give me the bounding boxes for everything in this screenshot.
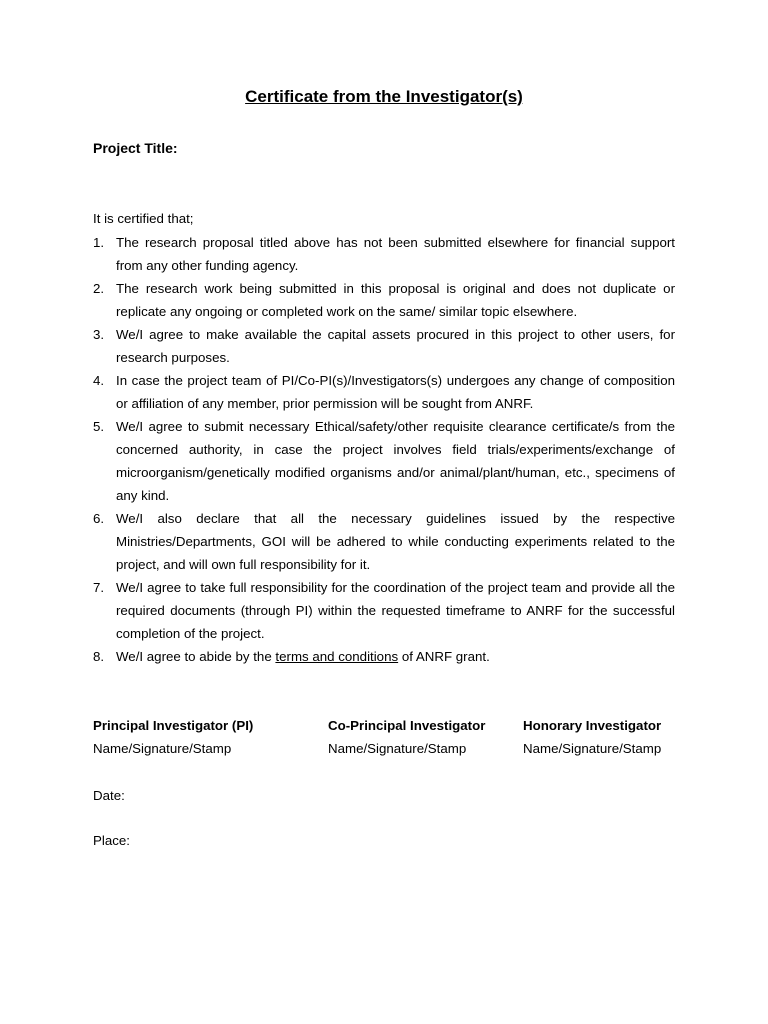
date-label: Date: xyxy=(93,788,125,803)
list-item-text: We/I also declare that all the necessary guidelines issued by the respective Ministries/Departments, GOI will be adhered to while conducting experiments related to the project, and will own full responsibility for it. xyxy=(116,511,675,572)
list-item-text: We/I agree to take full responsibility for the coordination of the project team and provide all the required documents (through PI) within the requested timeframe to ANRF for the successful completion of the project. xyxy=(116,580,675,641)
pi-signature-line: Name/Signature/Stamp xyxy=(93,741,232,756)
list-item-number: 4. xyxy=(93,373,105,388)
certification-list xyxy=(93,231,675,668)
project-title-label: Project Title: xyxy=(93,140,178,156)
list-item xyxy=(93,277,675,323)
list-item-text: We/I agree to make available the capital assets procured in this project to other users, for research purposes. xyxy=(116,327,675,365)
list-item xyxy=(93,231,675,277)
honorary-role-label: Honorary Investigator xyxy=(523,718,662,733)
certificate-page xyxy=(93,0,675,1024)
list-item-text: The research proposal titled above has not been submitted elsewhere for financial support from any other funding agency. xyxy=(116,235,675,273)
list-item-number: 1. xyxy=(93,235,105,250)
item8-prefix: We/I agree to abide by the xyxy=(116,649,276,664)
list-item xyxy=(93,576,675,645)
honorary-signature xyxy=(523,716,661,762)
list-item-number: 5. xyxy=(93,419,105,434)
pi-signature xyxy=(93,716,253,762)
copi-signature xyxy=(328,716,485,762)
honorary-signature-line: Name/Signature/Stamp xyxy=(523,741,662,756)
list-item-text: We/I agree to submit necessary Ethical/safety/other requisite clearance certificate/s from the concerned authority, in case the project involves field trials/experiments/exchange of microorganism/genetically modified organisms and/or animal/plant/human, etc., specimens of any kind. xyxy=(116,419,675,503)
list-item-text: In case the project team of PI/Co-PI(s)/Investigators(s) undergoes any change of composition or affiliation of any member, prior permission will be sought from ANRF. xyxy=(116,373,675,411)
place-label: Place: xyxy=(93,833,130,848)
list-item xyxy=(93,369,675,415)
list-item-text: The research work being submitted in this proposal is original and does not duplicate or replicate any ongoing or completed work on the same/ similar topic elsewhere. xyxy=(116,281,675,319)
list-item-number: 3. xyxy=(93,327,105,342)
copi-signature-line: Name/Signature/Stamp xyxy=(328,741,467,756)
document-title: Certificate from the Investigator(s) xyxy=(245,87,523,106)
list-item xyxy=(93,415,675,507)
list-item xyxy=(93,507,675,576)
signature-block xyxy=(93,716,675,766)
list-item-number: 2. xyxy=(93,281,105,296)
list-item-text xyxy=(116,645,675,668)
terms-and-conditions-link[interactable]: terms and conditions xyxy=(275,649,399,664)
item8-suffix: of ANRF grant. xyxy=(398,649,490,664)
list-item-number: 7. xyxy=(93,580,105,595)
list-item xyxy=(93,645,675,668)
list-item xyxy=(93,323,675,369)
list-item-number: 6. xyxy=(93,511,105,526)
copi-role-label: Co-Principal Investigator xyxy=(328,718,486,733)
intro-text: It is certified that; xyxy=(93,211,194,226)
list-item-number: 8. xyxy=(93,649,105,664)
pi-role-label: Principal Investigator (PI) xyxy=(93,718,254,733)
